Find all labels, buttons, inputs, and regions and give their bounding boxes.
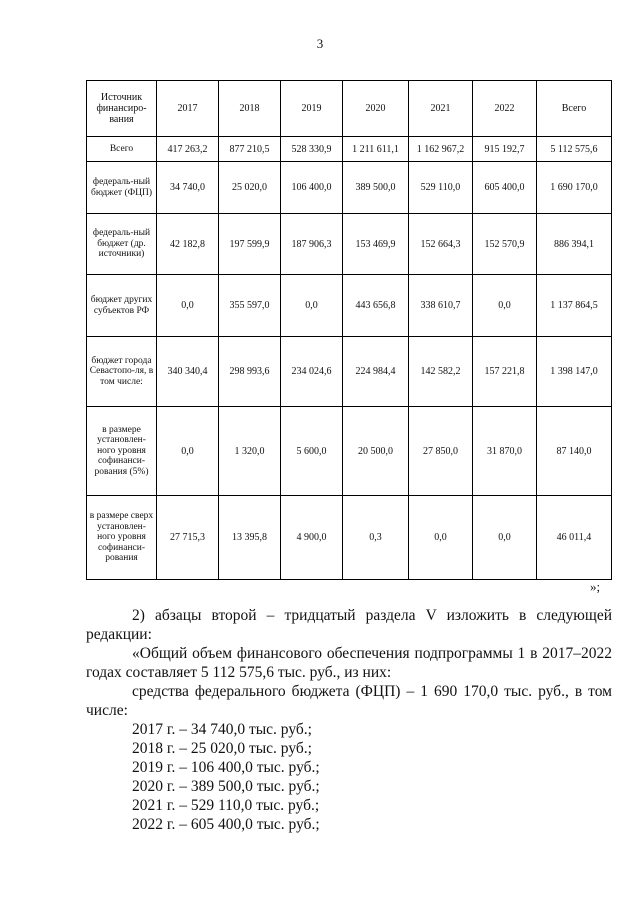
cell-value: 46 011,4 xyxy=(537,496,612,580)
cell-value: 886 394,1 xyxy=(537,214,612,275)
header-2022: 2022 xyxy=(473,81,537,137)
cell-value: 42 182,8 xyxy=(157,214,219,275)
cell-value: 1 137 864,5 xyxy=(537,275,612,337)
paragraph-line: «Общий объем финансового обеспечения подпрограммы 1 в 2017–2022 xyxy=(132,645,612,662)
page-number: 3 xyxy=(316,36,324,51)
paragraph-line: редакции: xyxy=(86,626,152,643)
table-row xyxy=(87,407,612,496)
header-2021: 2021 xyxy=(409,81,473,137)
table-row xyxy=(87,496,612,580)
cell-value: 20 500,0 xyxy=(343,407,409,496)
header-total: Всего xyxy=(537,81,612,137)
financing-table xyxy=(86,80,612,580)
cell-value: 528 330,9 xyxy=(281,137,343,162)
row-label: в размере установлен-ного уровня софинанси-рования (5%) xyxy=(87,407,157,496)
cell-value: 338 610,7 xyxy=(409,275,473,337)
cell-value: 340 340,4 xyxy=(157,337,219,407)
year-amount-line: 2020 г. – 389 500,0 тыс. руб.; xyxy=(132,778,320,795)
year-amount-line: 2022 г. – 605 400,0 тыс. руб.; xyxy=(132,816,320,833)
header-2020: 2020 xyxy=(343,81,409,137)
cell-value: 1 398 147,0 xyxy=(537,337,612,407)
table-header-row xyxy=(87,81,612,137)
cell-value: 0,0 xyxy=(473,275,537,337)
cell-value: 142 582,2 xyxy=(409,337,473,407)
row-label: бюджет других субъектов РФ xyxy=(87,275,157,337)
header-2019: 2019 xyxy=(281,81,343,137)
cell-value: 0,3 xyxy=(343,496,409,580)
cell-value: 34 740,0 xyxy=(157,162,219,214)
cell-value: 31 870,0 xyxy=(473,407,537,496)
cell-value: 234 024,6 xyxy=(281,337,343,407)
cell-value: 224 984,4 xyxy=(343,337,409,407)
cell-value: 1 162 967,2 xyxy=(409,137,473,162)
year-amount-line: 2018 г. – 25 020,0 тыс. руб.; xyxy=(132,740,312,757)
paragraph-line: средства федерального бюджета (ФЦП) – 1 690 170,0 тыс. руб., в том xyxy=(132,683,612,700)
cell-value: 5 600,0 xyxy=(281,407,343,496)
body-text xyxy=(86,606,612,834)
cell-value: 605 400,0 xyxy=(473,162,537,214)
paragraph-line: числе: xyxy=(86,702,128,719)
cell-value: 0,0 xyxy=(157,275,219,337)
year-amount-line: 2021 г. – 529 110,0 тыс. руб.; xyxy=(132,797,320,814)
cell-value: 25 020,0 xyxy=(219,162,281,214)
row-label: федераль-ный бюджет (др. источники) xyxy=(87,214,157,275)
header-2017: 2017 xyxy=(157,81,219,137)
cell-value: 157 221,8 xyxy=(473,337,537,407)
cell-value: 27 715,3 xyxy=(157,496,219,580)
cell-value: 915 192,7 xyxy=(473,137,537,162)
closing-quote: »; xyxy=(590,579,601,594)
row-label: Всего xyxy=(87,137,157,162)
cell-value: 417 263,2 xyxy=(157,137,219,162)
cell-value: 355 597,0 xyxy=(219,275,281,337)
table-row xyxy=(87,214,612,275)
table-row xyxy=(87,275,612,337)
header-2018: 2018 xyxy=(219,81,281,137)
table-row xyxy=(87,337,612,407)
table-row xyxy=(87,162,612,214)
cell-value: 298 993,6 xyxy=(219,337,281,407)
cell-value: 5 112 575,6 xyxy=(537,137,612,162)
cell-value: 152 570,9 xyxy=(473,214,537,275)
row-label: в размере сверх установлен-ного уровня софинанси-рования xyxy=(87,496,157,580)
cell-value: 877 210,5 xyxy=(219,137,281,162)
year-amount-line: 2017 г. – 34 740,0 тыс. руб.; xyxy=(132,721,312,738)
year-amount-line: 2019 г. – 106 400,0 тыс. руб.; xyxy=(132,759,320,776)
cell-value: 13 395,8 xyxy=(219,496,281,580)
paragraph-line: годах составляет 5 112 575,6 тыс. руб., из них: xyxy=(86,664,392,681)
cell-value: 27 850,0 xyxy=(409,407,473,496)
header-source: Источник финансиро-вания xyxy=(87,81,157,137)
cell-value: 197 599,9 xyxy=(219,214,281,275)
row-label: бюджет города Севастопо-ля, в том числе: xyxy=(87,337,157,407)
cell-value: 1 320,0 xyxy=(219,407,281,496)
cell-value: 389 500,0 xyxy=(343,162,409,214)
cell-value: 106 400,0 xyxy=(281,162,343,214)
cell-value: 4 900,0 xyxy=(281,496,343,580)
cell-value: 529 110,0 xyxy=(409,162,473,214)
cell-value: 1 690 170,0 xyxy=(537,162,612,214)
row-label: федераль-ный бюджет (ФЦП) xyxy=(87,162,157,214)
cell-value: 1 211 611,1 xyxy=(343,137,409,162)
cell-value: 187 906,3 xyxy=(281,214,343,275)
paragraph-line: 2) абзацы второй – тридцатый раздела V изложить в следующей xyxy=(132,607,612,624)
cell-value: 152 664,3 xyxy=(409,214,473,275)
cell-value: 0,0 xyxy=(157,407,219,496)
cell-value: 87 140,0 xyxy=(537,407,612,496)
table-row xyxy=(87,137,612,162)
cell-value: 443 656,8 xyxy=(343,275,409,337)
cell-value: 153 469,9 xyxy=(343,214,409,275)
cell-value: 0,0 xyxy=(473,496,537,580)
cell-value: 0,0 xyxy=(409,496,473,580)
cell-value: 0,0 xyxy=(281,275,343,337)
